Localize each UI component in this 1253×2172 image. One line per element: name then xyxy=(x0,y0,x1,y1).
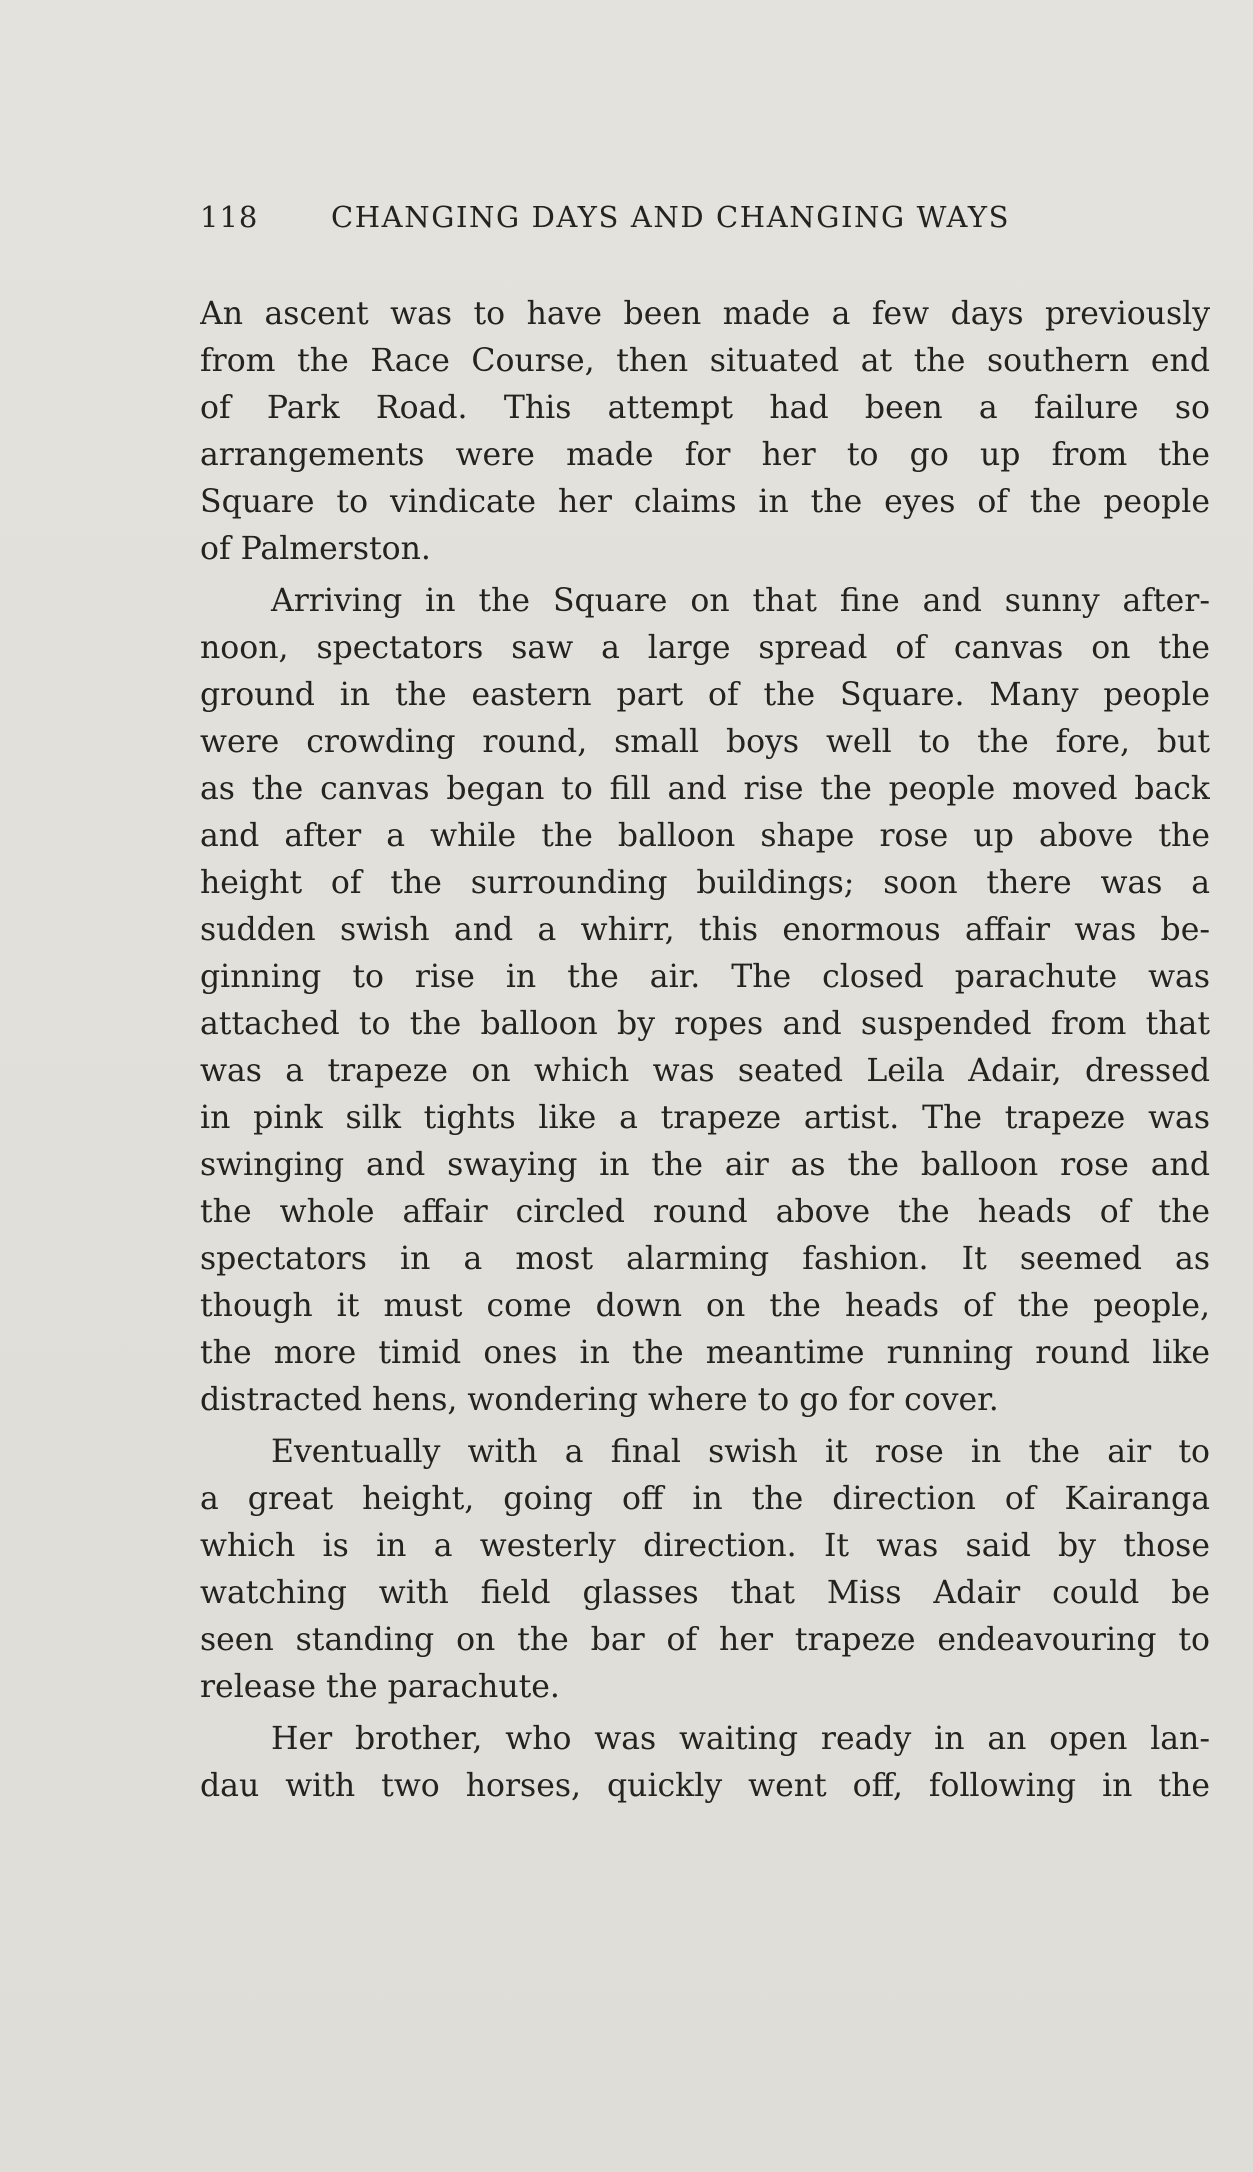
paragraph-4 xyxy=(200,1716,1210,1810)
text-line: sudden swish and a whirr, this enormous affair was be- xyxy=(200,912,1210,948)
text-line: arrangements were made for her to go up from the xyxy=(200,437,1210,473)
text-line: ginning to rise in the air. The closed parachute was xyxy=(200,959,1210,995)
text-line: as the canvas began to fill and rise the people moved back xyxy=(200,771,1210,807)
text-line: in pink silk tights like a trapeze artist. The trapeze was xyxy=(200,1100,1210,1136)
text-line: though it must come down on the heads of the people, xyxy=(200,1288,1210,1324)
text-line: watching with field glasses that Miss Adair could be xyxy=(200,1575,1210,1611)
page-number: 118 xyxy=(200,200,259,234)
page-header xyxy=(200,200,1210,240)
text-line: dau with two horses, quickly went off, following in the xyxy=(200,1768,1210,1804)
text-line: the whole affair circled round above the heads of the xyxy=(200,1194,1210,1230)
text-line: was a trapeze on which was seated Leila Adair, dressed xyxy=(200,1053,1210,1089)
text-line: Eventually with a final swish it rose in the air to xyxy=(271,1434,1210,1470)
text-line: the more timid ones in the meantime running round like xyxy=(200,1335,1210,1371)
text-line: and after a while the balloon shape rose up above the xyxy=(200,818,1210,854)
text-line: ground in the eastern part of the Square. Many people xyxy=(200,677,1210,713)
text-line: attached to the balloon by ropes and suspended from that xyxy=(200,1006,1210,1042)
text-line: seen standing on the bar of her trapeze endeavouring to xyxy=(200,1622,1210,1658)
text-line: which is in a westerly direction. It was said by those xyxy=(200,1528,1210,1564)
paragraph-3 xyxy=(200,1429,1210,1711)
text-line: spectators in a most alarming fashion. It seemed as xyxy=(200,1241,1210,1277)
text-line: swinging and swaying in the air as the balloon rose and xyxy=(200,1147,1210,1183)
text-line: Her brother, who was waiting ready in an open lan- xyxy=(271,1721,1210,1757)
text-line: Square to vindicate her claims in the eyes of the people xyxy=(200,484,1210,520)
text-line: release the parachute. xyxy=(200,1669,560,1705)
text-line: An ascent was to have been made a few days previously xyxy=(200,296,1210,332)
text-line: Arriving in the Square on that fine and sunny after- xyxy=(271,583,1210,619)
running-title: CHANGING DAYS AND CHANGING WAYS xyxy=(331,200,1011,234)
text-line: distracted hens, wondering where to go for cover. xyxy=(200,1382,999,1418)
text-line: noon, spectators saw a large spread of canvas on the xyxy=(200,630,1210,666)
text-line: were crowding round, small boys well to the fore, but xyxy=(200,724,1210,760)
paragraph-2 xyxy=(200,578,1210,1424)
text-line: of Palmerston. xyxy=(200,531,431,567)
paragraph-1 xyxy=(200,291,1210,573)
body-text xyxy=(200,291,1210,1815)
text-line: of Park Road. This attempt had been a failure so xyxy=(200,390,1210,426)
text-line: height of the surrounding buildings; soon there was a xyxy=(200,865,1210,901)
text-line: a great height, going off in the direction of Kairanga xyxy=(200,1481,1210,1517)
text-line: from the Race Course, then situated at the southern end xyxy=(200,343,1210,379)
